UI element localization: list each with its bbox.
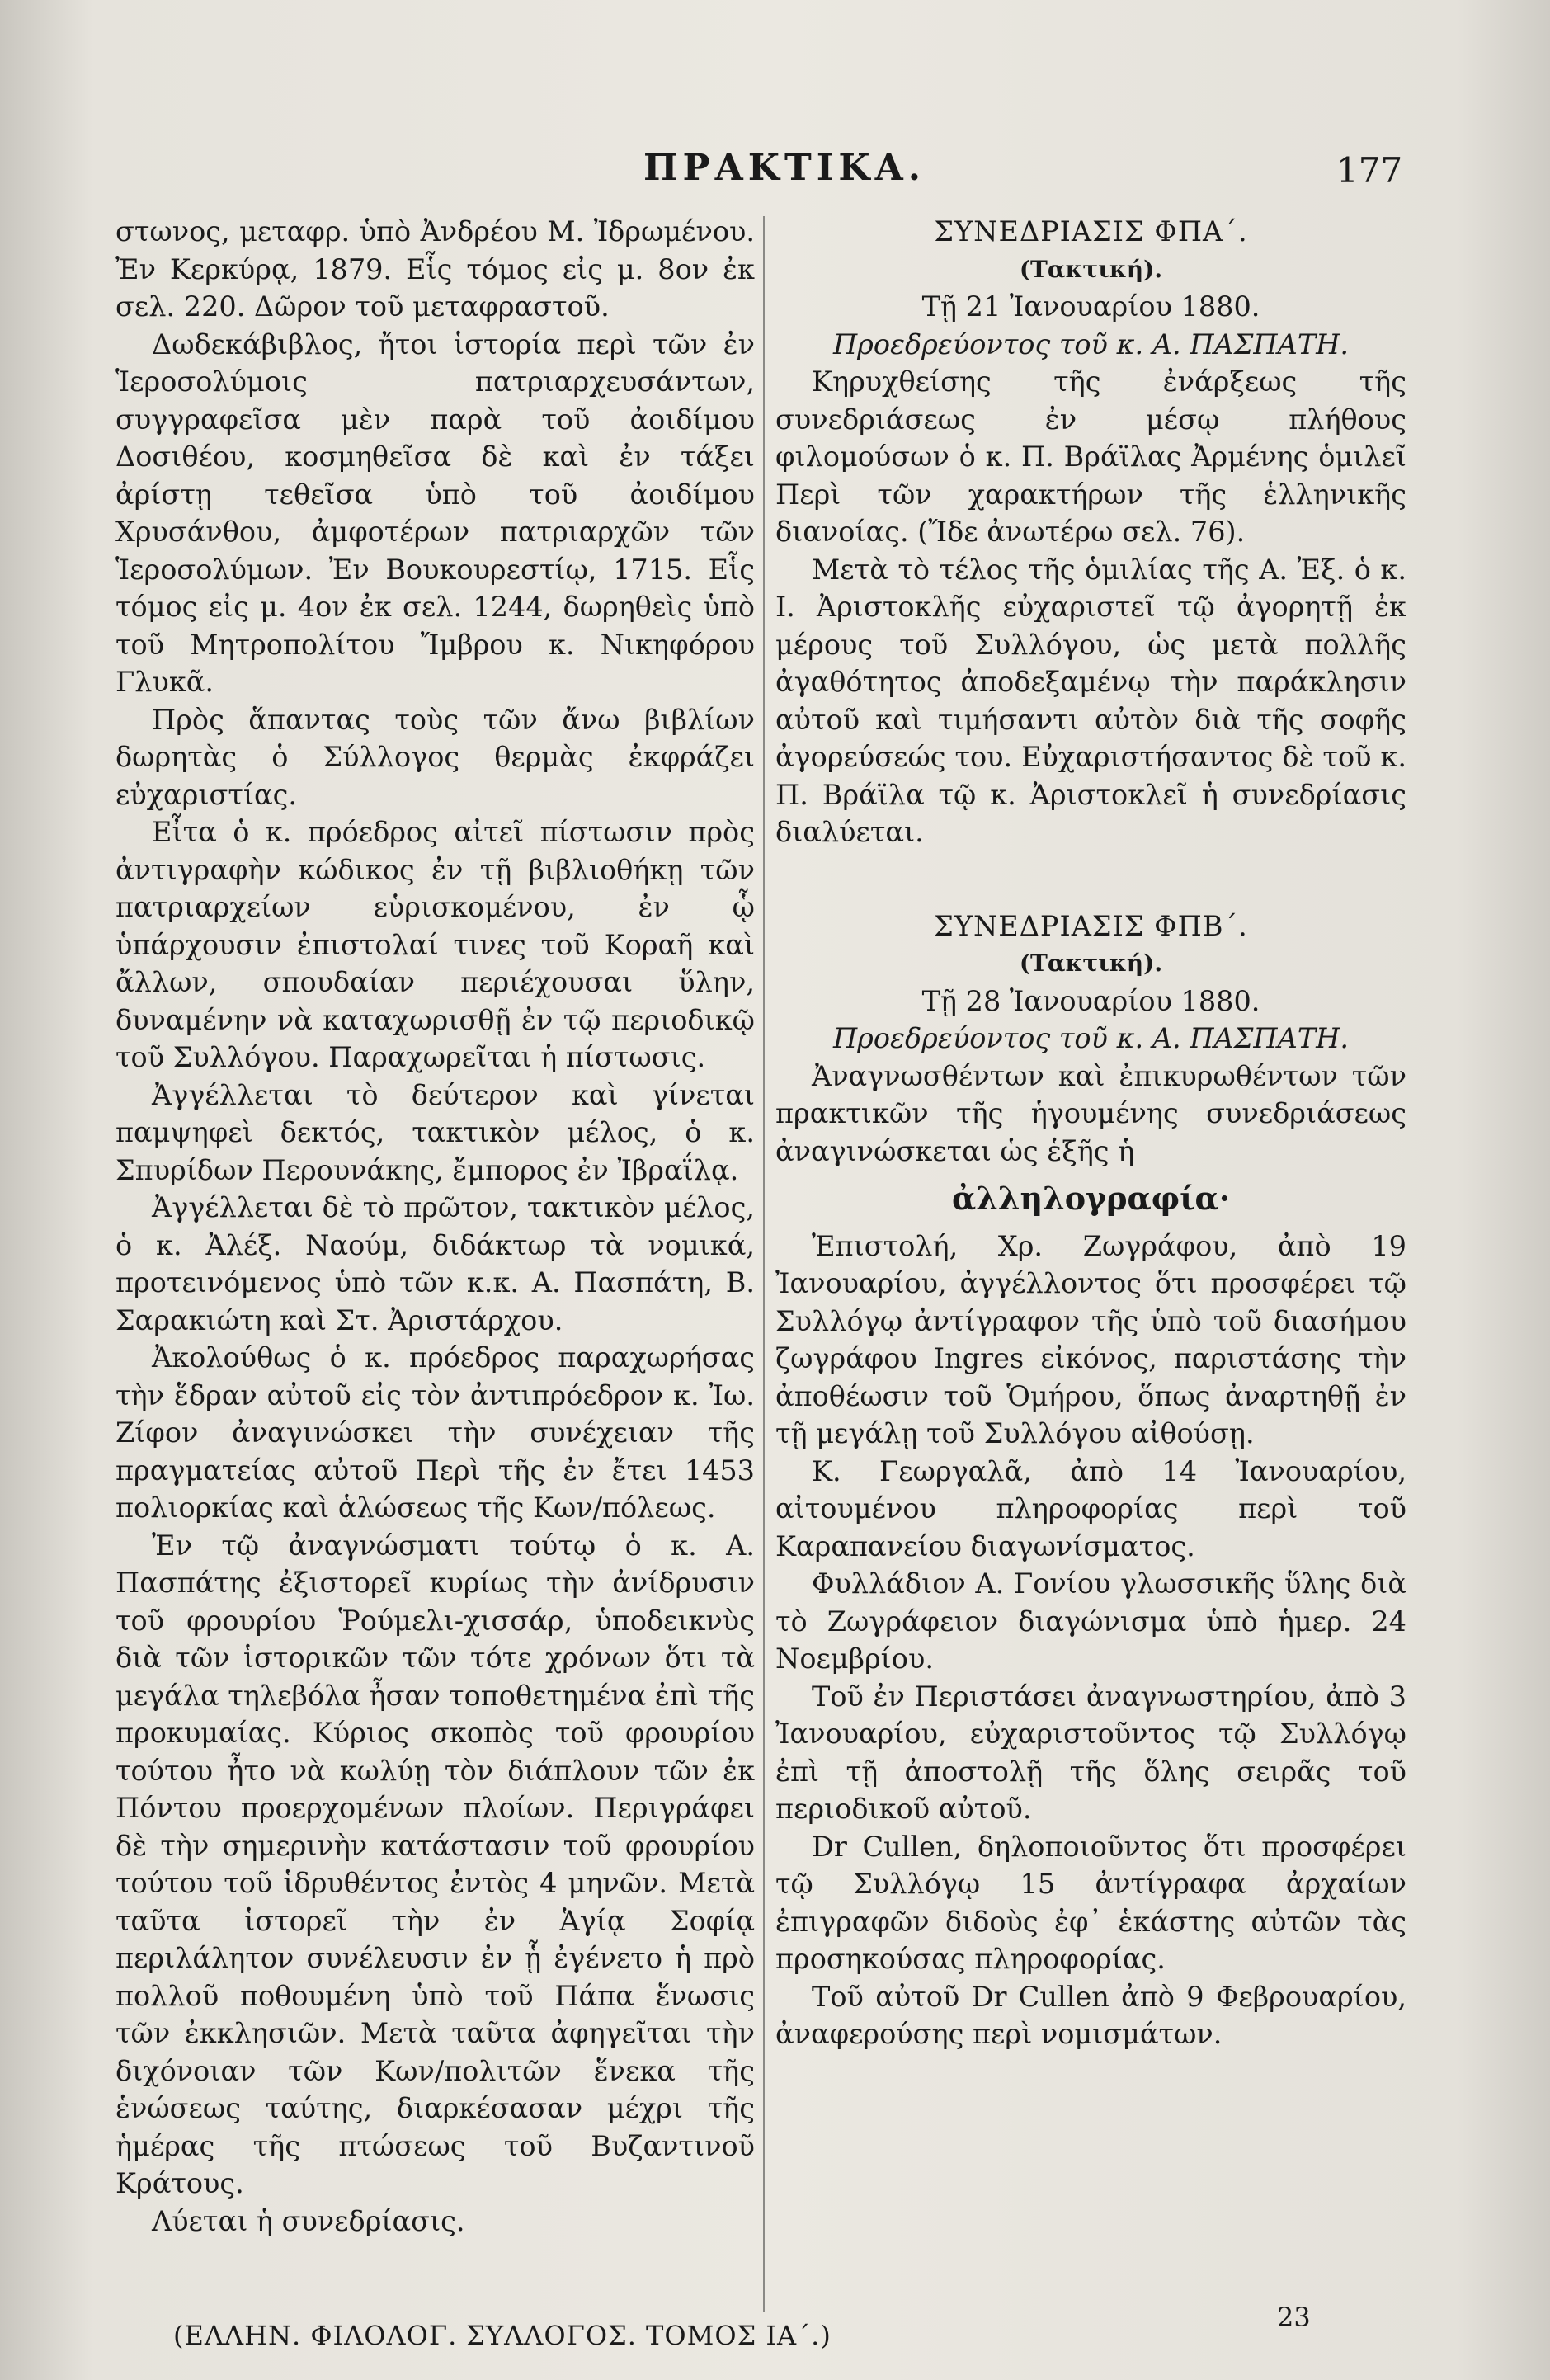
paragraph: Δωδεκάβιβλος, ἤτοι ἱστορία περὶ τῶν ἐν Ἱεροσολύμοις πατριαρχευσάντων, συγγραφεῖσα μὲν παρὰ τοῦ ἀοιδίμου Δοσιθέου, κοσμηθεῖσα δὲ καὶ ἐν τάξει ἀρίστῃ τεθεῖσα ὑπὸ τοῦ ἀοιδίμου Χρυσάνθου, ἀμφοτέρων πατριαρχῶν τῶν Ἱεροσολύμων. Ἐν Βουκουρεστίῳ, 1715. Εἷς τόμος εἰς μ. 4ον ἐκ σελ. 1244, δωρηθεὶς ὑπὸ τοῦ Μητροπολίτου Ἴμβρου κ. Νικηφόρου Γλυκᾶ. bbox=[115, 328, 755, 698]
paragraph: Ἀγγέλλεται τὸ δεύτερον καὶ γίνεται παμψηφεὶ δεκτός, τακτικὸν μέλος, ὁ κ. Σπυρίδων Περουνάκης, ἔμπορος ἐν Ἰβραΐλᾳ. bbox=[115, 1078, 755, 1186]
session-date: Τῇ 28 Ἰανουαρίου 1880. bbox=[921, 984, 1260, 1017]
paragraph: Ἀναγνωσθέντων καὶ ἐπικυρωθέντων τῶν πρακτικῶν τῆς ἡγουμένης συνεδριάσεως ἀναγινώσκεται ὡς ἑξῆς ἡ bbox=[775, 1059, 1406, 1167]
running-head bbox=[0, 147, 1550, 196]
spacer bbox=[775, 851, 1406, 907]
session-heading: ΣΥΝΕΔΡΙΑΣΙΣ ΦΠΑ΄. bbox=[934, 215, 1248, 247]
footer-volume-line: (ΕΛΛΗΝ. ΦΙΛΟΛΟΓ. ΣΥΛΛΟΓΟΣ. ΤΟΜΟΣ ΙΑ΄.) bbox=[173, 2320, 832, 2351]
signature-mark: 23 bbox=[1277, 2302, 1311, 2333]
paragraph: Εἶτα ὁ κ. πρόεδρος αἰτεῖ πίστωσιν πρὸς ἀντιγραφὴν κώδικος ἐν τῇ βιβλιοθήκῃ τῶν πατριαρχείων εὑρισκομένου, ἐν ᾧ ὑπάρχουσιν ἐπιστολαί τινες τοῦ Κοραῆ καὶ ἄλλων, σπουδαίαν περιέχουσαι ὕλην, δυναμένην νὰ καταχωρισθῇ ἐν τῷ περιοδικῷ τοῦ Συλλόγου. Παραχωρεῖται ἡ πίστωσις. bbox=[115, 816, 755, 1073]
left-column bbox=[115, 213, 755, 2240]
running-title: ΠΡΑΚΤΙΚΑ. bbox=[643, 147, 926, 189]
paragraph: Ἐπιστολή, Χρ. Ζωγράφου, ἀπὸ 19 Ἰανουαρίου, ἀγγέλλοντος ὅτι προσφέρει τῷ Συλλόγῳ ἀντίγραφον τῆς ὑπὸ τοῦ διασήμου ζωγράφου Ingres εἰκόνος, παριστάσης τὴν ἀποθέωσιν τοῦ Ὁμήρου, ὅπως ἀναρτηθῇ ἐν τῇ μεγάλῃ τοῦ Συλλόγου αἰθούσῃ. bbox=[775, 1229, 1406, 1449]
session-chair: Προεδρεύοντος τοῦ κ. Α. ΠΑΣΠΑΤΗ. bbox=[832, 1022, 1350, 1054]
session-date: Τῇ 21 Ἰανουαρίου 1880. bbox=[921, 290, 1260, 323]
paragraph: Πρὸς ἅπαντας τοὺς τῶν ἄνω βιβλίων δωρητὰς ὁ Σύλλογος θερμὰς ἐκφράζει εὐχαριστίας. bbox=[115, 703, 755, 811]
closing-line: Λύεται ἡ συνεδρίασις. bbox=[152, 2204, 465, 2237]
paragraph: Φυλλάδιον Α. Γονίου γλωσσικῆς ὕλης διὰ τὸ Ζωγράφειον διαγώνισμα ὑπὸ ἡμερ. 24 Νοεμβρίου. bbox=[775, 1567, 1406, 1675]
session-type: (Τακτική). bbox=[1019, 950, 1163, 977]
page-number: 177 bbox=[1336, 150, 1403, 191]
page-footer bbox=[0, 2302, 1550, 2351]
column-divider bbox=[763, 216, 765, 2312]
paragraph: Ἀγγέλλεται δὲ τὸ πρῶτον, τακτικὸν μέλος, ὁ κ. Ἀλέξ. Ναούμ, διδάκτωρ τὰ νομικά, προτεινόμενος ὑπὸ τῶν κ.κ. Α. Πασπάτη, Β. Σαρακιώτη καὶ Στ. Ἀριστάρχου. bbox=[115, 1191, 755, 1336]
paragraph: Μετὰ τὸ τέλος τῆς ὁμιλίας τῆς Α. Ἐξ. ὁ κ. Ι. Ἀριστοκλῆς εὐχαριστεῖ τῷ ἀγορητῇ ἐκ μέρους τοῦ Συλλόγου, ὡς μετὰ πολλῆς ἀγαθότητος ἀποδεξαμένῳ τὴν παράκλησιν αὐτοῦ καὶ τιμήσαντι αὐτὸν διὰ τῆς σοφῆς ἀγορεύσεώς του. Εὐχαριστήσαντος δὲ τοῦ κ. Π. Βράϊλα τῷ κ. Ἀριστοκλεῖ ἡ συνεδρίασις διαλύεται. bbox=[775, 553, 1406, 848]
paragraph: Κ. Γεωργαλᾶ, ἀπὸ 14 Ἰανουαρίου, αἰτουμένου πληροφορίας περὶ τοῦ Καραπανείου διαγωνίσματος. bbox=[775, 1454, 1406, 1562]
paragraph: Ἀκολούθως ὁ κ. πρόεδρος παραχωρήσας τὴν ἕδραν αὐτοῦ εἰς τὸν ἀντιπρόεδρον κ. Ἰω. Ζίφον ἀναγινώσκει τὴν συνέχειαν τῆς πραγματείας αὐτοῦ Περὶ τῆς ἐν ἔτει 1453 πολιορκίας καὶ ἁλώσεως τῆς Κων/πόλεως. bbox=[115, 1341, 755, 1524]
right-column bbox=[775, 213, 1406, 2053]
session-chair: Προεδρεύοντος τοῦ κ. Α. ΠΑΣΠΑΤΗ. bbox=[832, 328, 1350, 361]
paragraph: Ἐν τῷ ἀναγνώσματι τούτῳ ὁ κ. Α. Πασπάτης ἐξιστορεῖ κυρίως τὴν ἀνίδρυσιν τοῦ φρουρίου Ῥούμελι-χισσάρ, ὑποδεικνὺς διὰ τῶν ἱστορικῶν τῶν τότε χρόνων ὅτι τὰ μεγάλα τηλεβόλα ἦσαν τοποθετημένα ἐπὶ τῆς προκυμαίας. Κύριος σκοπὸς τοῦ φρουρίου τούτου ἦτο νὰ κωλύῃ τὸν διάπλουν τῶν ἐκ Πόντου προερχομένων πλοίων. Περιγράφει δὲ τὴν σημερινὴν κατάστασιν τοῦ φρουρίου τούτου τοῦ ἱδρυθέντος ἐντὸς 4 μηνῶν. Μετὰ ταῦτα ἱστορεῖ τὴν ἐν Ἁγίᾳ Σοφίᾳ περιλάλητον συνέλευσιν ἐν ᾗ ἐγένετο ἡ πρὸ πολλοῦ ποθουμένη ὑπὸ τοῦ Πάπα ἕνωσις τῶν ἐκκλησιῶν. Μετὰ ταῦτα ἀφηγεῖται τὴν διχόνοιαν τῶν Κων/πολιτῶν ἕνεκα τῆς ἑνώσεως ταύτης, διαρκέσασαν μέχρι τῆς ἡμέρας τῆς πτώσεως τοῦ Βυζαντινοῦ Κράτους. bbox=[115, 1529, 755, 2199]
session-type: (Τακτική). bbox=[1019, 255, 1163, 283]
paragraph: Κηρυχθείσης τῆς ἐνάρξεως τῆς συνεδριάσεως ἐν μέσῳ πλήθους φιλομούσων ὁ κ. Π. Βράϊλας Ἀρμένης ὁμιλεῖ Περὶ τῶν χαρακτήρων τῆς ἑλληνικῆς διανοίας. (Ἴδε ἀνωτέρω σελ. 76). bbox=[775, 365, 1406, 548]
section-topic: ἀλληλογραφία· bbox=[952, 1180, 1230, 1217]
paragraph: Τοῦ ἐν Περιστάσει ἀναγνωστηρίου, ἀπὸ 3 Ἰανουαρίου, εὐχαριστοῦντος τῷ Συλλόγῳ ἐπὶ τῇ ἀποστολῇ τῆς ὅλης σειρᾶς τοῦ περιοδικοῦ αὐτοῦ. bbox=[775, 1680, 1406, 1825]
paragraph: Dr Cullen, δηλοποιοῦντος ὅτι προσφέρει τῷ Συλλόγῳ 15 ἀντίγραφα ἀρχαίων ἐπιγραφῶν διδοὺς ἐφ᾽ ἑκάστης αὐτῶν τὰς προσηκούσας πληροφορίας. bbox=[775, 1830, 1406, 1975]
session-heading: ΣΥΝΕΔΡΙΑΣΙΣ ΦΠΒ΄. bbox=[934, 909, 1248, 942]
paragraph: στωνος, μεταφρ. ὑπὸ Ἀνδρέου Μ. Ἰδρωμένου. Ἐν Κερκύρᾳ, 1879. Εἷς τόμος εἰς μ. 8ον ἐκ σελ. 220. Δῶρον τοῦ μεταφραστοῦ. bbox=[115, 215, 755, 323]
paragraph: Τοῦ αὐτοῦ Dr Cullen ἀπὸ 9 Φεβρουαρίου, ἀναφερούσης περὶ νομισμάτων. bbox=[775, 1980, 1406, 2050]
